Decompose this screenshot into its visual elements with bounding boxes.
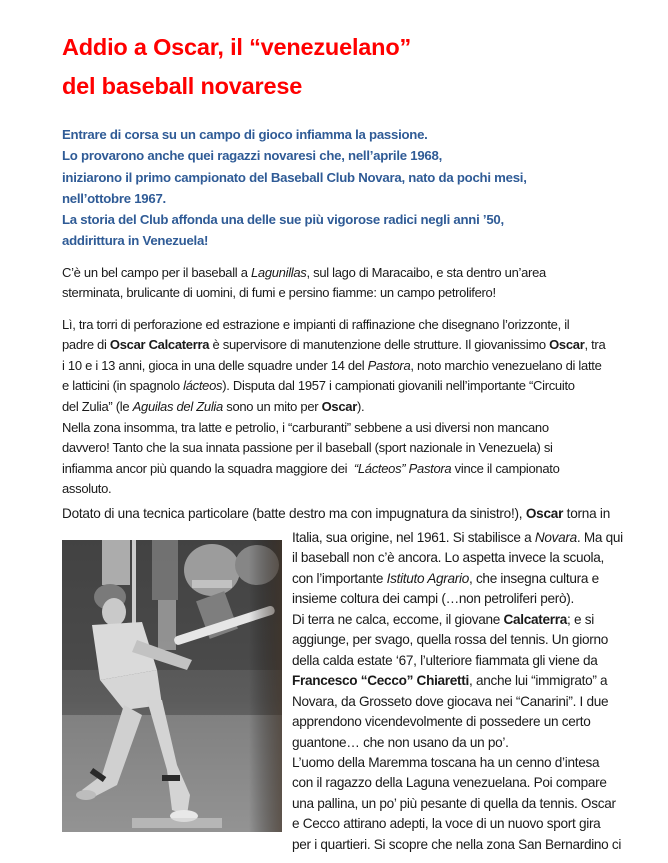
text-run: infiamma ancor più quando la squadra maggiore dei: [62, 460, 354, 476]
text-run: , noto marchio venezuelano di latte: [410, 357, 602, 373]
text-line: una pallina, un po’ più pesante di quella da tennis. Oscar: [292, 795, 616, 811]
lead-line: iniziarono il primo campionato del Baseball Club Novara, nato da pochi mesi,: [62, 169, 527, 185]
text-run: padre di: [62, 337, 110, 353]
text-run: torna in: [563, 506, 611, 521]
lead-line: nell’ottobre 1967.: [62, 190, 166, 206]
paragraph-lagunillas: [62, 263, 652, 304]
text-line: L’uomo della Maremma toscana ha un cenno d’intesa: [292, 754, 600, 770]
person-name: Oscar Calcaterra: [109, 337, 210, 353]
text-run: è supervisore di manutenzione delle strutture. Il giovanissimo: [209, 337, 550, 353]
text-run: vince il campionato: [451, 460, 560, 476]
lead-line: Lo provarono anche quei ragazzi novaresi che, nell’aprile 1968,: [62, 148, 443, 164]
text-run: ). Disputa dal 1957 i campionati giovanili nell’importante “Circuito: [222, 378, 575, 394]
person-name: Oscar: [321, 398, 357, 414]
text-run: , che insegna cultura e: [468, 570, 599, 586]
person-name: Oscar: [525, 506, 564, 521]
article-title: [62, 28, 622, 106]
team-name: Aguilas del Zulia: [132, 398, 223, 414]
place-name: Lagunillas: [250, 265, 307, 280]
batter-photo-illustration: [62, 540, 282, 832]
text-line: sterminata, brulicante di uomini, di fumi e persino fiamme: un campo petrolifero!: [62, 285, 496, 301]
paragraph-italia: [292, 528, 657, 855]
lead-line: Entrare di corsa su un campo di gioco infiamma la passione.: [62, 127, 428, 142]
text-line: [62, 459, 560, 479]
text-run: con l’importante: [292, 570, 387, 586]
text-run: e latticini (in spagnolo: [62, 378, 184, 394]
text-line: [62, 263, 546, 283]
place-name: Novara: [534, 530, 577, 545]
text-line: Nella zona insomma, tra latte e petrolio, i “carburanti” sebbene a usi diversi non mancano: [62, 420, 549, 435]
text-run: Italia, sua origine, nel 1961. Si stabilisce a: [292, 530, 535, 545]
text-line: [62, 397, 364, 417]
text-line: [62, 335, 605, 355]
text-line: per i quartieri. Si scopre che nella zona San Bernardino ci: [292, 836, 622, 852]
foreign-word: lácteos: [183, 378, 223, 394]
text-run: i 10 e i 13 anni, gioca in una delle squadre under 14 del: [62, 357, 368, 373]
batter-photo: [62, 540, 282, 832]
text-run: del Zulia” (le: [62, 398, 133, 414]
text-line: insieme coltura dei campi (…non petroliferi però).: [292, 591, 574, 607]
text-line: Novara, da Grosseto dove giocava nei “Canarini”. I due: [292, 693, 609, 709]
text-line: [62, 376, 575, 396]
text-line: davvero! Tanto che la sua innata passione per il baseball (sport nazionale in Venezuela) si: [62, 440, 553, 456]
article-lead: [62, 124, 652, 252]
text-run: sono un mito per: [222, 398, 322, 414]
person-name: Calcaterra: [503, 611, 568, 627]
text-line: [62, 356, 602, 376]
text-line: guantone… che non usano da un po’.: [292, 734, 509, 750]
text-run: ; e si: [567, 611, 594, 627]
lead-line: La storia del Club affonda una delle sue più vigorose radici negli anni ’50,: [62, 212, 504, 228]
text-line: Lì, tra torri di perforazione ed estrazione e impianti di raffinazione che disegnano l’orizzonte, il: [62, 317, 570, 332]
text-run: , tra: [584, 337, 606, 353]
text-line: aggiunge, per svago, quella rossa del tennis. Un giorno: [292, 632, 609, 648]
text-line: e Cecco attirano adepti, la voce di un nuovo sport gira: [292, 816, 601, 832]
lead-line: addirittura in Venezuela!: [62, 233, 209, 249]
team-name: “Lácteos” Pastora: [353, 460, 452, 476]
person-name: Francesco “Cecco” Chiaretti: [292, 673, 469, 689]
text-line: [292, 671, 607, 691]
text-run: ).: [356, 398, 365, 414]
text-run: , anche lui “immigrato” a: [469, 673, 608, 689]
text-run: Di terra ne calca, eccome, il giovane: [292, 611, 504, 627]
text-line: il baseball non c’è ancora. Lo aspetta invece la scuola,: [292, 550, 604, 566]
text-line: [292, 528, 623, 548]
paragraph-calcaterra: [62, 315, 652, 417]
paragraph-dotato: [62, 504, 652, 524]
title-line-1: Addio a Oscar, il “venezuelano”: [62, 34, 412, 60]
text-line: della calda estate ‘67, l’ulteriore fiammata gli viene da: [292, 652, 598, 668]
school-name: Istituto Agrario: [386, 570, 469, 586]
text-line: [292, 610, 594, 630]
title-line-2: del baseball novarese: [62, 73, 303, 99]
brand-name: Pastora: [367, 357, 411, 373]
text-line: apprendono vicendevolmente di possedere un certo: [292, 714, 591, 730]
text-run: , sul lago di Maracaibo, e sta dentro un’area: [306, 265, 546, 280]
text-line: assoluto.: [62, 481, 112, 497]
text-run: Dotato di una tecnica particolare (batte destro ma con impugnatura da sinistro!),: [62, 506, 526, 521]
text-run: . Ma qui: [576, 530, 623, 545]
text-line: [62, 504, 610, 524]
person-name: Oscar: [549, 337, 585, 353]
paragraph-carburanti: [62, 418, 652, 500]
photo-edge-shadow: [62, 540, 282, 832]
text-line: [292, 569, 599, 589]
text-line: con il ragazzo della Laguna venezuelana. Poi compare: [292, 775, 607, 791]
text-run: C’è un bel campo per il baseball a: [62, 265, 251, 280]
